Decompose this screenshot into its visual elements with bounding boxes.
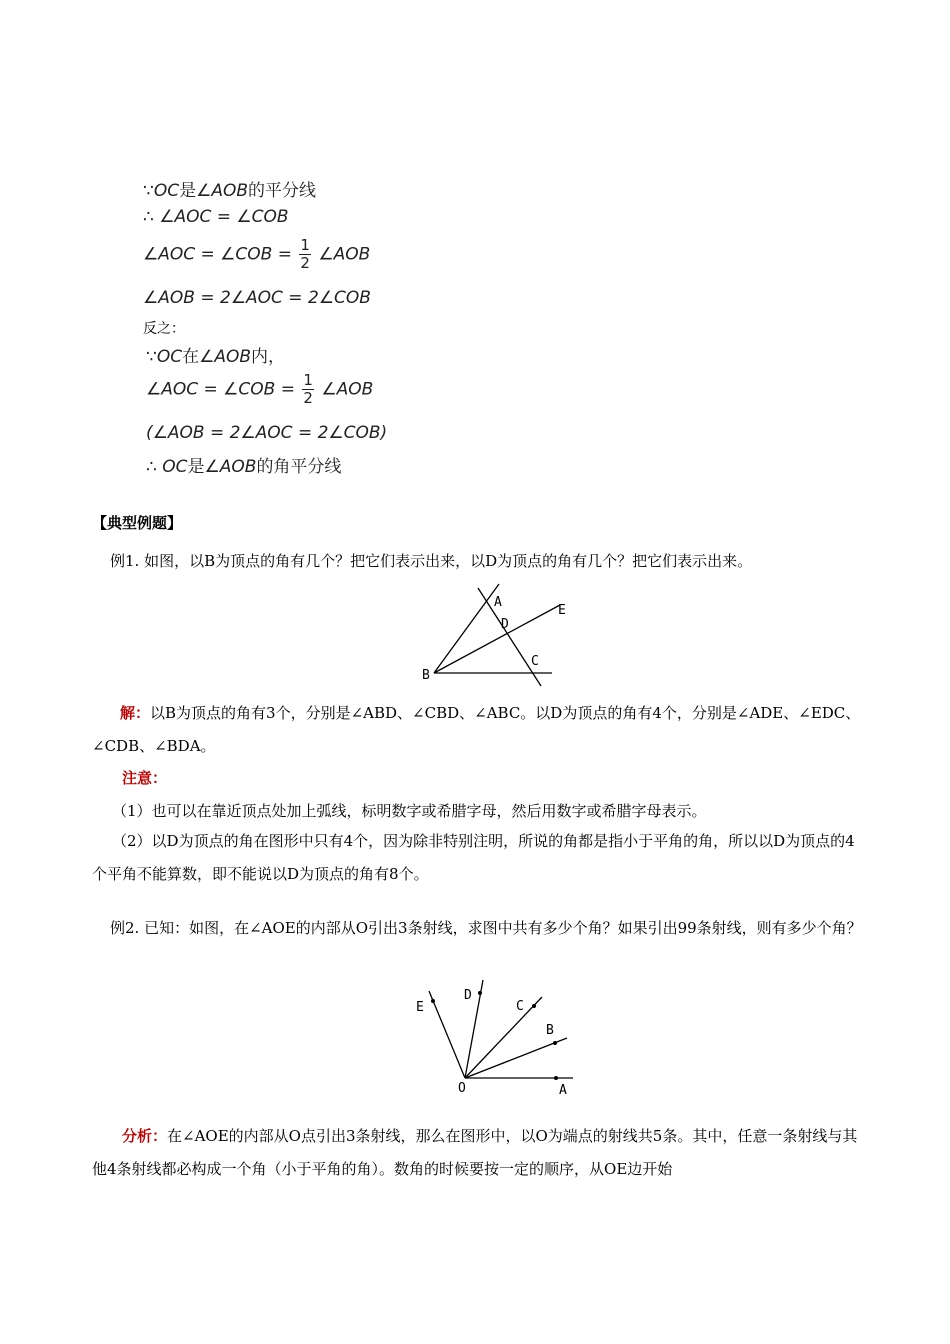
ray-oc (465, 997, 542, 1078)
note-label: 注意： (122, 769, 168, 787)
example-2-question: 例2. 已知：如图，在∠AOE的内部从O引出3条射线，求图中共有多少个角？如果引出99条射线，则有多少个角？ (110, 919, 862, 937)
example-1-answer (92, 697, 862, 763)
section-title: 【典型例题】 (92, 514, 183, 532)
label-d: D (501, 617, 509, 632)
example-2-analysis (92, 1120, 862, 1186)
label-b: B (546, 1023, 554, 1038)
label-c: C (516, 999, 524, 1014)
label-o: O (458, 1081, 466, 1096)
label-c: C (531, 654, 539, 669)
proof-line-3: ∠AOC = ∠COB = $\frac{1}{2}$ ∠AOB (143, 236, 371, 272)
line-ac (478, 588, 541, 686)
point-a (554, 1076, 558, 1080)
example-1-question: 例1. 如图，以B为顶点的角有几个？把它们表示出来，以D为顶点的角有几个？把它们表示出来。 (110, 552, 753, 570)
proof-line-6: ∵OC在∠AOB内， (146, 347, 286, 367)
note-1: （1）也可以在靠近顶点处加上弧线，标明数字或希腊字母，然后用数字或希腊字母表示。 (112, 802, 707, 820)
label-a: A (559, 1083, 567, 1098)
label-b: B (422, 668, 430, 683)
ray-ob (465, 1038, 567, 1078)
label-d: D (464, 988, 472, 1003)
ray-oe (429, 991, 465, 1078)
fraction-one-half: $\frac{1}{2}$ (300, 236, 310, 272)
answer-label: 解： (120, 704, 151, 722)
point-b (553, 1041, 557, 1045)
point-c (532, 1004, 536, 1008)
analysis-label: 分析： (122, 1127, 168, 1145)
answer-text: 以B为顶点的角有3个，分别是∠ABD、∠CBD、∠ABC。以D为顶点的角有4个，分别是∠ADE、∠EDC、∠CDB、∠BDA。 (92, 704, 861, 755)
label-e: E (416, 1000, 424, 1015)
label-a: A (494, 595, 502, 610)
proof-line-9: ∴ OC是∠AOB的角平分线 (146, 457, 342, 477)
proof-line-4: ∠AOB = 2∠AOC = 2∠COB (143, 288, 371, 308)
label-e: E (558, 603, 566, 618)
proof-line-1: ∵OC是∠AOB的平分线 (143, 181, 317, 201)
example-1-figure (400, 580, 590, 690)
analysis-text: 在∠AOE的内部从O点引出3条射线，那么在图形中，以O为端点的射线共5条。其中，任意一条射线与其他4条射线都必构成一个角（小于平角的角）。数角的时候要按一定的顺序，从OE边开始 (92, 1127, 858, 1178)
note-2: （2）以D为顶点的角在图形中只有4个，因为除非特别注明，所说的角都是指小于平角的角，所以以D为顶点的4个平角不能算数，即不能说以D为顶点的角有8个。 (92, 832, 855, 883)
proof-line-5: 反之： (143, 321, 185, 337)
ray-be (434, 605, 560, 673)
proof-line-2: ∴ ∠AOC = ∠COB (143, 207, 289, 227)
example-2-figure (405, 975, 585, 1100)
point-e (431, 999, 435, 1003)
proof-line-7: ∠AOC = ∠COB = $\frac{1}{2}$ ∠AOB (146, 371, 374, 407)
proof-line-8: (∠AOB = 2∠AOC = 2∠COB) (146, 423, 388, 443)
point-d (478, 991, 482, 995)
fraction-one-half: $\frac{1}{2}$ (303, 371, 313, 407)
line-ba (434, 584, 499, 673)
